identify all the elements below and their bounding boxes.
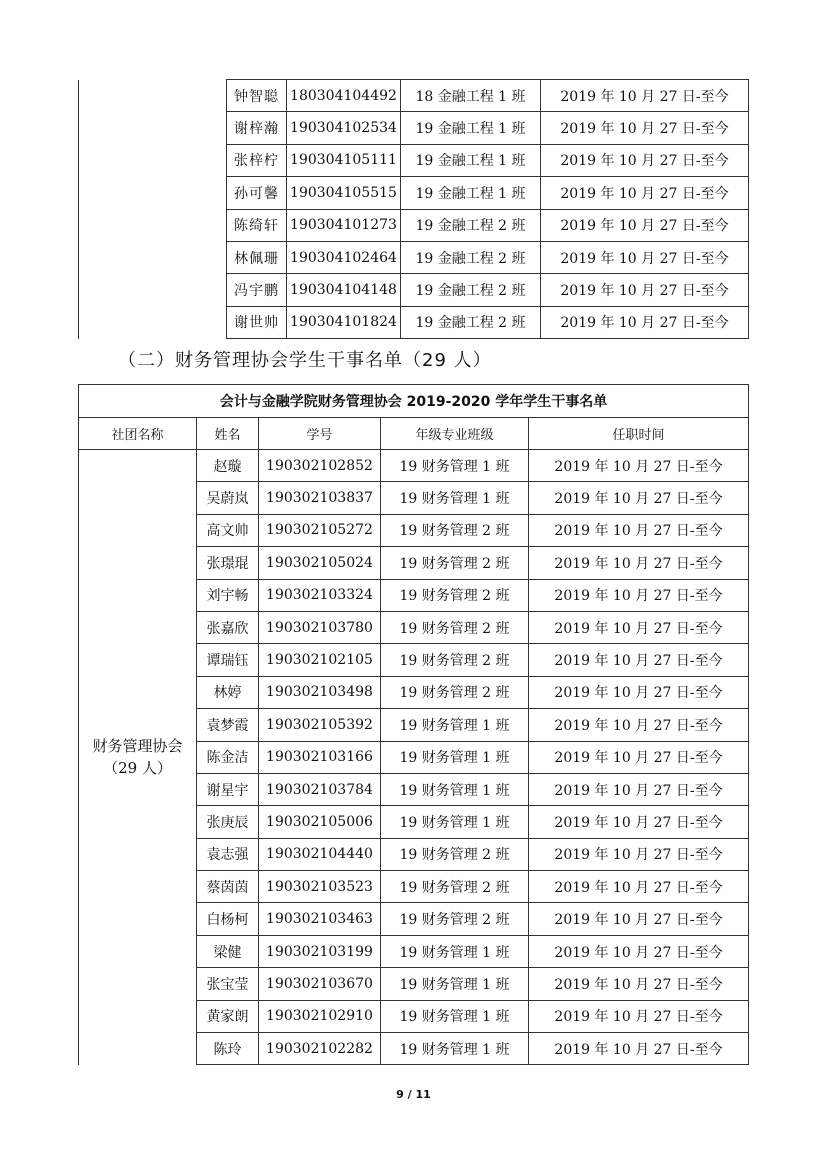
- student-class: 19 财务管理 2 班: [381, 644, 529, 676]
- student-name: 张璟琨: [197, 547, 259, 579]
- student-name: 张梓柠: [227, 144, 287, 176]
- student-id: 190304102534: [287, 112, 401, 144]
- student-name: 白杨柯: [197, 903, 259, 935]
- student-class: 19 财务管理 1 班: [381, 709, 529, 741]
- student-name: 谢梓瀚: [227, 112, 287, 144]
- student-class: 19 财务管理 2 班: [381, 676, 529, 708]
- student-name: 袁志强: [197, 838, 259, 870]
- student-class: 19 财务管理 1 班: [381, 968, 529, 1000]
- total-pages: 11: [415, 1088, 431, 1101]
- student-name: 钟智聪: [227, 80, 287, 112]
- student-class: 19 财务管理 2 班: [381, 514, 529, 546]
- student-class: 19 金融工程 1 班: [401, 177, 541, 209]
- club-cell-blank: [79, 241, 227, 273]
- table-row: [79, 177, 749, 209]
- term-period: 2019 年 10 月 27 日-至今: [541, 80, 749, 112]
- page-separator: /: [407, 1088, 412, 1101]
- student-name: 张庚辰: [197, 806, 259, 838]
- club-cell-blank: [79, 144, 227, 176]
- term-period: 2019 年 10 月 27 日-至今: [529, 450, 749, 482]
- student-id: 190304105111: [287, 144, 401, 176]
- student-id: 190302103166: [259, 741, 381, 773]
- term-period: 2019 年 10 月 27 日-至今: [529, 644, 749, 676]
- student-id: 180304104492: [287, 80, 401, 112]
- student-class: 19 财务管理 2 班: [381, 547, 529, 579]
- term-period: 2019 年 10 月 27 日-至今: [529, 1000, 749, 1032]
- student-id: 190302102282: [259, 1033, 381, 1065]
- header-name: 姓名: [197, 418, 259, 450]
- student-class: 18 金融工程 1 班: [401, 80, 541, 112]
- student-class: 19 财务管理 2 班: [381, 611, 529, 643]
- student-class: 19 财务管理 1 班: [381, 935, 529, 967]
- student-name: 蔡茵茵: [197, 871, 259, 903]
- current-page: 9: [396, 1088, 404, 1101]
- student-name: 林佩珊: [227, 241, 287, 273]
- student-id: 190302105006: [259, 806, 381, 838]
- student-name: 谢世帅: [227, 306, 287, 338]
- term-period: 2019 年 10 月 27 日-至今: [529, 1033, 749, 1065]
- student-name: 陈绮轩: [227, 209, 287, 241]
- student-name: 孙可馨: [227, 177, 287, 209]
- term-period: 2019 年 10 月 27 日-至今: [529, 871, 749, 903]
- student-id: 190302103670: [259, 968, 381, 1000]
- table-title: 会计与金融学院财务管理协会 2019-2020 学年学生干事名单: [79, 385, 749, 418]
- student-class: 19 金融工程 2 班: [401, 306, 541, 338]
- student-class: 19 金融工程 1 班: [401, 112, 541, 144]
- table-row: [79, 144, 749, 176]
- student-id: 190304105515: [287, 177, 401, 209]
- term-period: 2019 年 10 月 27 日-至今: [529, 611, 749, 643]
- student-id: 190302103523: [259, 871, 381, 903]
- student-id: 190302103498: [259, 676, 381, 708]
- student-id: 190302103463: [259, 903, 381, 935]
- student-id: 190302103324: [259, 579, 381, 611]
- student-id: 190302103784: [259, 773, 381, 805]
- term-period: 2019 年 10 月 27 日-至今: [541, 209, 749, 241]
- header-term: 任职时间: [529, 418, 749, 450]
- header-student-id: 学号: [259, 418, 381, 450]
- club-name-cell: [79, 450, 197, 1065]
- table-row: [79, 274, 749, 306]
- term-period: 2019 年 10 月 27 日-至今: [529, 741, 749, 773]
- term-period: 2019 年 10 月 27 日-至今: [529, 968, 749, 1000]
- student-id: 190302102105: [259, 644, 381, 676]
- student-class: 19 财务管理 1 班: [381, 1000, 529, 1032]
- student-class: 19 财务管理 1 班: [381, 773, 529, 805]
- student-id: 190302104440: [259, 838, 381, 870]
- club-cell-blank: [79, 80, 227, 112]
- student-name: 谭瑞钰: [197, 644, 259, 676]
- term-period: 2019 年 10 月 27 日-至今: [541, 241, 749, 273]
- term-period: 2019 年 10 月 27 日-至今: [529, 935, 749, 967]
- term-period: 2019 年 10 月 27 日-至今: [529, 482, 749, 514]
- term-period: 2019 年 10 月 27 日-至今: [541, 177, 749, 209]
- student-name: 赵璇: [197, 450, 259, 482]
- student-id: 190302105024: [259, 547, 381, 579]
- term-period: 2019 年 10 月 27 日-至今: [529, 838, 749, 870]
- table-row: [79, 80, 749, 112]
- student-class: 19 金融工程 2 班: [401, 209, 541, 241]
- finance-club-roster-table: [78, 384, 749, 1065]
- student-name: 刘宇畅: [197, 579, 259, 611]
- student-name: 陈玲: [197, 1033, 259, 1065]
- student-id: 190302102910: [259, 1000, 381, 1032]
- student-class: 19 财务管理 1 班: [381, 806, 529, 838]
- student-name: 冯宇鹏: [227, 274, 287, 306]
- section-heading: （二）财务管理协会学生干事名单（29 人）: [118, 350, 492, 371]
- student-name: 梁健: [197, 935, 259, 967]
- finance-club-roster-body: [79, 385, 749, 1065]
- student-name: 张嘉欣: [197, 611, 259, 643]
- student-class: 19 财务管理 2 班: [381, 838, 529, 870]
- club-cell-blank: [79, 274, 227, 306]
- student-class: 19 财务管理 2 班: [381, 579, 529, 611]
- page-number: [0, 1088, 827, 1101]
- student-id: 190302103837: [259, 482, 381, 514]
- term-period: 2019 年 10 月 27 日-至今: [529, 514, 749, 546]
- student-name: 高文帅: [197, 514, 259, 546]
- student-class: 19 财务管理 1 班: [381, 741, 529, 773]
- student-id: 190302102852: [259, 450, 381, 482]
- term-period: 2019 年 10 月 27 日-至今: [529, 903, 749, 935]
- student-id: 190304104148: [287, 274, 401, 306]
- student-class: 19 财务管理 1 班: [381, 482, 529, 514]
- table-row: [79, 306, 749, 338]
- student-id: 190302105392: [259, 709, 381, 741]
- student-class: 19 财务管理 2 班: [381, 903, 529, 935]
- table-row: [79, 450, 749, 482]
- club-member-count: （29 人）: [103, 759, 172, 778]
- student-class: 19 财务管理 1 班: [381, 1033, 529, 1065]
- table-row: [79, 112, 749, 144]
- club-cell-blank: [79, 209, 227, 241]
- student-class: 19 金融工程 2 班: [401, 274, 541, 306]
- student-name: 林婷: [197, 676, 259, 708]
- student-class: 19 财务管理 2 班: [381, 871, 529, 903]
- student-id: 190302105272: [259, 514, 381, 546]
- student-name: 张宝莹: [197, 968, 259, 1000]
- student-id: 190302103780: [259, 611, 381, 643]
- student-name: 黄家朗: [197, 1000, 259, 1032]
- top-roster-body: [79, 80, 749, 339]
- club-cell-blank: [79, 112, 227, 144]
- table-row: [79, 241, 749, 273]
- club-cell-blank: [79, 306, 227, 338]
- term-period: 2019 年 10 月 27 日-至今: [529, 579, 749, 611]
- student-id: 190304101273: [287, 209, 401, 241]
- table-title-row: [79, 385, 749, 418]
- term-period: 2019 年 10 月 27 日-至今: [529, 709, 749, 741]
- term-period: 2019 年 10 月 27 日-至今: [541, 112, 749, 144]
- student-name: 吴蔚岚: [197, 482, 259, 514]
- student-class: 19 财务管理 1 班: [381, 450, 529, 482]
- student-name: 袁梦霞: [197, 709, 259, 741]
- student-class: 19 金融工程 1 班: [401, 144, 541, 176]
- club-cell-blank: [79, 177, 227, 209]
- term-period: 2019 年 10 月 27 日-至今: [529, 806, 749, 838]
- student-id: 190304101824: [287, 306, 401, 338]
- student-name: 陈金洁: [197, 741, 259, 773]
- student-id: 190302103199: [259, 935, 381, 967]
- term-period: 2019 年 10 月 27 日-至今: [529, 773, 749, 805]
- term-period: 2019 年 10 月 27 日-至今: [529, 676, 749, 708]
- term-period: 2019 年 10 月 27 日-至今: [529, 547, 749, 579]
- term-period: 2019 年 10 月 27 日-至今: [541, 144, 749, 176]
- student-id: 190304102464: [287, 241, 401, 273]
- term-period: 2019 年 10 月 27 日-至今: [541, 274, 749, 306]
- header-club-name: 社团名称: [79, 418, 197, 450]
- club-name: 财务管理协会: [92, 737, 183, 756]
- top-roster-table: [78, 79, 749, 339]
- header-class: 年级专业班级: [381, 418, 529, 450]
- term-period: 2019 年 10 月 27 日-至今: [541, 306, 749, 338]
- table-header-row: [79, 418, 749, 450]
- table-row: [79, 209, 749, 241]
- student-name: 谢星宇: [197, 773, 259, 805]
- student-class: 19 金融工程 2 班: [401, 241, 541, 273]
